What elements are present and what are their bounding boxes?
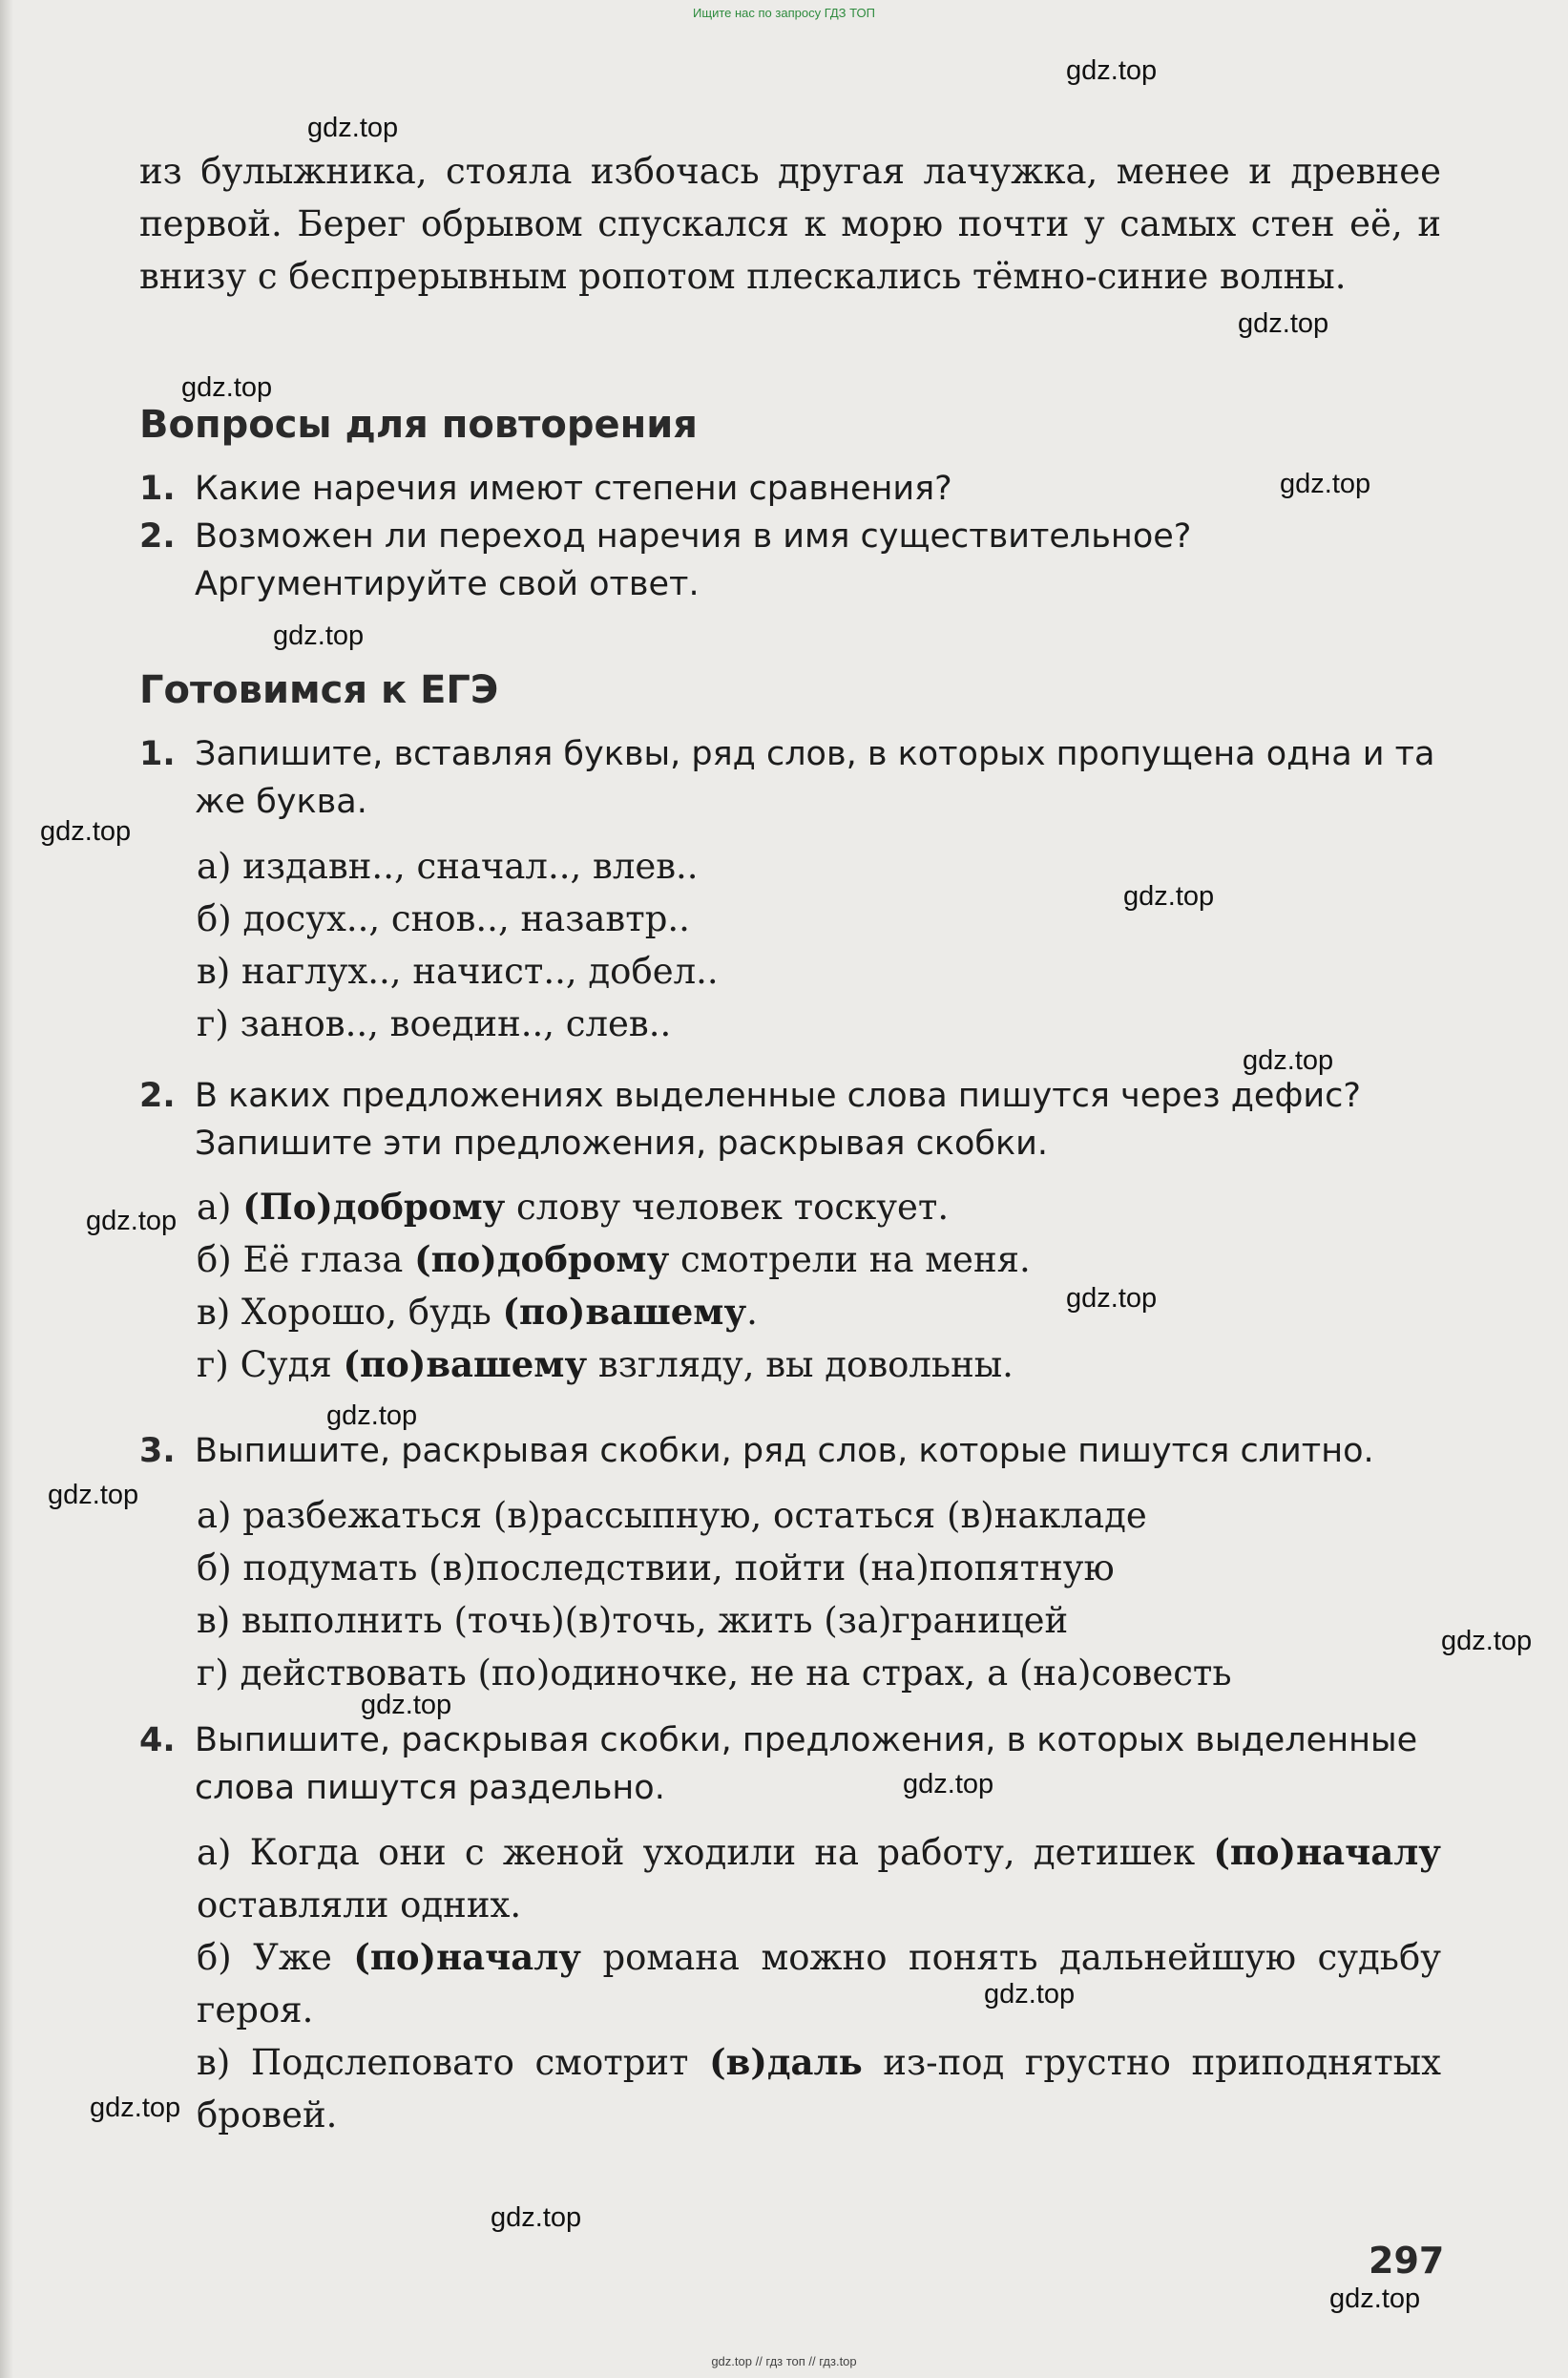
task-text: В каких предложениях выделенные слова пишутся через дефис? Запишите эти предложения, раскрывая скобки. (195, 1077, 1361, 1163)
option-c: в) наглух.., начист.., добел.. (197, 951, 719, 992)
task-text: Запишите, вставляя буквы, ряд слов, в которых пропущена одна и та же буква. (195, 735, 1435, 821)
highlighted-word: (по)вашему (502, 1291, 747, 1333)
option-a: а) издавн.., сначал.., влев.. (197, 846, 699, 887)
watermark: gdz.top (181, 372, 273, 403)
exam-task-4 (139, 1716, 1441, 1812)
exam-task-2 (139, 1072, 1441, 1168)
exam-heading: Готовимся к ЕГЭ (139, 668, 499, 712)
option-d: г) занов.., воедин.., слев.. (197, 1003, 672, 1044)
watermark: gdz.top (307, 113, 399, 143)
option-b: б) Уже (по)началу романа можно понять дальнейшую судьбу героя. (197, 1936, 1441, 2031)
watermark: gdz.top (1066, 1283, 1158, 1314)
option-d: г) действовать (по)одиночке, не на страх, а (на)совесть (197, 1652, 1232, 1694)
highlighted-word: (по)началу (1213, 1831, 1441, 1873)
option-c: в) Хорошо, будь (по)вашему. (197, 1291, 758, 1333)
task-text: Выпишите, раскрывая скобки, ряд слов, которые пишутся слитно. (195, 1432, 1374, 1470)
task-3-options (197, 1489, 1441, 1699)
option-a: а) Когда они с женой уходили на работу, детишек (по)началу оставляли одних. (197, 1831, 1441, 1926)
highlighted-word: (в)даль (709, 2041, 863, 2083)
watermark: gdz.top (86, 1206, 178, 1236)
watermark: gdz.top (1238, 308, 1329, 339)
option-b: б) досух.., снов.., назавтр.. (197, 898, 690, 939)
watermark: gdz.top (491, 2202, 582, 2233)
footer-note: gdz.top // гдз топ // гдз.top (711, 2354, 857, 2368)
watermark: gdz.top (90, 2093, 181, 2123)
option-c: в) Подслеповато смотрит (в)даль из-под грустно приподнятых бровей. (197, 2041, 1441, 2136)
highlighted-word: (по)началу (353, 1936, 581, 1978)
option-d: г) Судя (по)вашему взгляду, вы довольны. (197, 1343, 1014, 1385)
watermark: gdz.top (1123, 881, 1215, 912)
option-b: б) Её глаза (по)доброму смотрели на меня. (197, 1238, 1031, 1280)
question-text: Возможен ли переход наречия в имя существительное? Аргументируйте свой ответ. (195, 517, 1192, 603)
option-a: а) разбежаться (в)рассыпную, остаться (в)накладе (197, 1495, 1147, 1536)
review-question-2 (139, 513, 1441, 608)
intro-paragraph: из булыжника, стояла избочась другая лачужка, менее и древнее первой. Берег обрывом спускался к морю почти у самых стен её, и внизу с беспрерывным ропотом плескались тёмно-синие волны. (139, 151, 1441, 297)
question-text: Какие наречия имеют степени сравнения? (195, 470, 952, 508)
question-number: 2. (139, 517, 176, 556)
option-c: в) выполнить (точь)(в)точь, жить (за)границей (197, 1600, 1069, 1641)
watermark: gdz.top (1280, 469, 1371, 499)
watermark: gdz.top (984, 1979, 1076, 2010)
question-number: 1. (139, 470, 176, 508)
task-number: 4. (139, 1721, 176, 1759)
watermark: gdz.top (40, 816, 132, 847)
exam-task-3 (139, 1427, 1441, 1475)
watermark: gdz.top (273, 621, 365, 651)
watermark: gdz.top (1329, 2283, 1421, 2314)
review-heading: Вопросы для повторения (139, 403, 698, 447)
watermark: gdz.top (1441, 1626, 1533, 1656)
review-question-1 (139, 465, 1441, 513)
page-number: 297 (1369, 2240, 1445, 2282)
task-number: 1. (139, 735, 176, 773)
highlighted-word: (По)доброму (242, 1186, 506, 1228)
page-edge-shadow (0, 0, 13, 2378)
task-1-options (197, 840, 1441, 1050)
highlighted-word: (по)вашему (343, 1343, 588, 1385)
watermark: gdz.top (326, 1400, 418, 1431)
watermark: gdz.top (1243, 1045, 1334, 1076)
highlighted-word: (по)доброму (414, 1238, 670, 1280)
option-a: а) (По)доброму слову человек тоскует. (197, 1186, 950, 1228)
task-text: Выпишите, раскрывая скобки, предложения, в которых выделенные слова пишутся раздельно. (195, 1721, 1418, 1807)
task-4-options (197, 1826, 1441, 2141)
watermark: gdz.top (361, 1690, 452, 1720)
task-number: 2. (139, 1077, 176, 1115)
task-2-options (197, 1181, 1441, 1391)
watermark: gdz.top (903, 1769, 994, 1799)
watermark: gdz.top (48, 1480, 139, 1510)
header-note: Ищите нас по запросу ГДЗ ТОП (693, 6, 875, 20)
task-number: 3. (139, 1432, 176, 1470)
exam-task-1 (139, 730, 1441, 826)
watermark: gdz.top (1066, 55, 1158, 86)
option-b: б) подумать (в)последствии, пойти (на)попятную (197, 1547, 1115, 1589)
